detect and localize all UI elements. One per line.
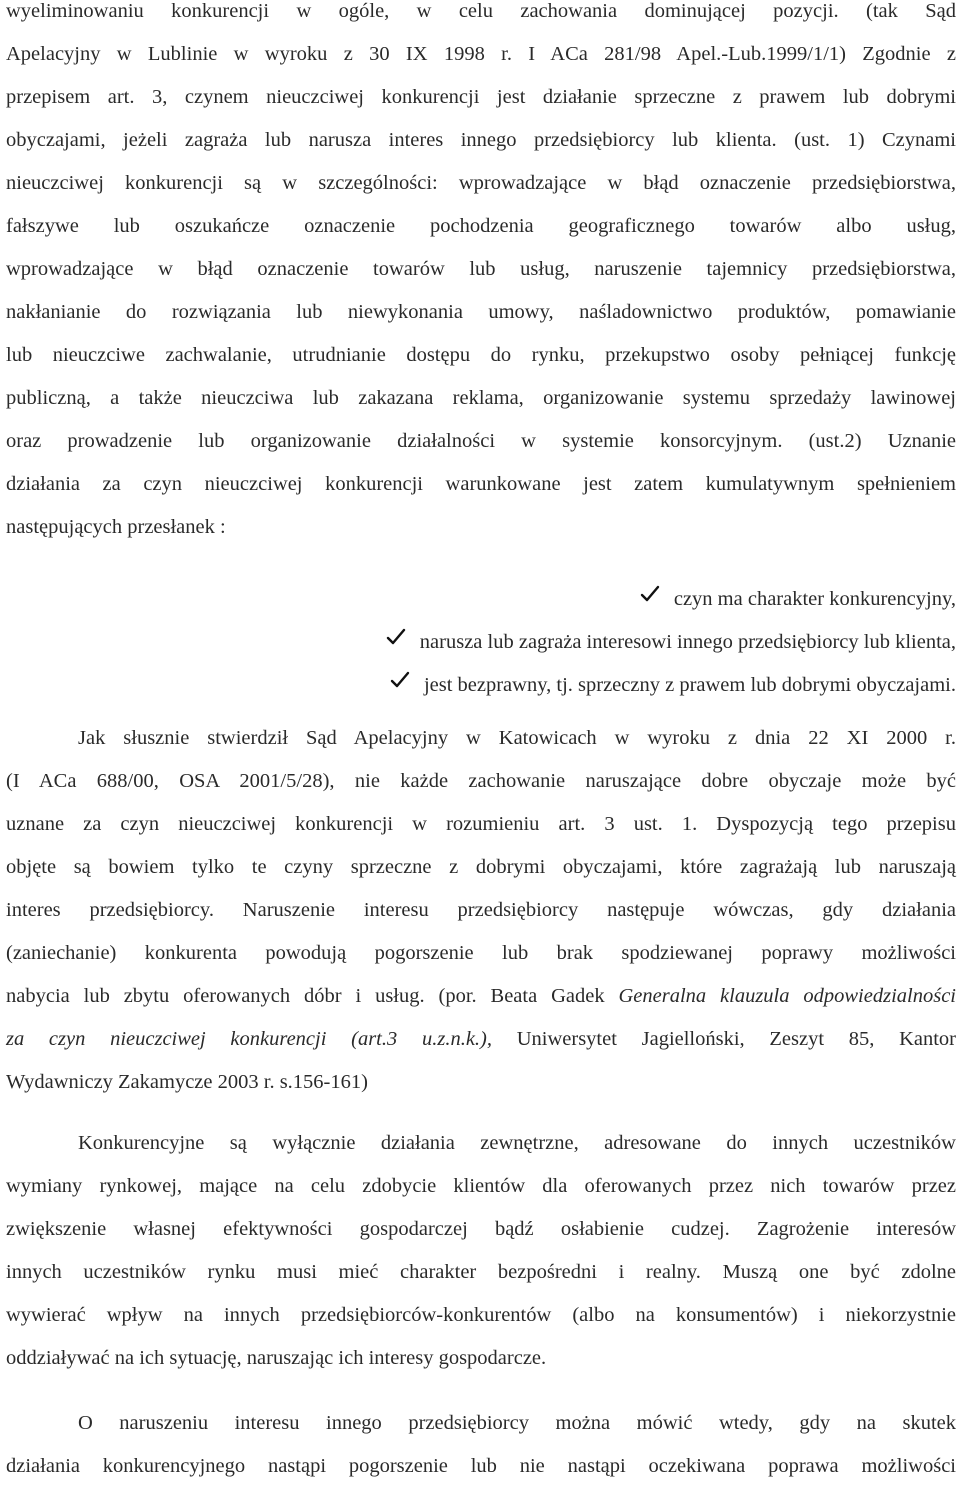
text-line: przepisem art. 3, czynem nieuczciwej konkurencji jest działanie sprzeczne z prawem lub dobrymi xyxy=(6,86,956,108)
text-line: wyeliminowaniu konkurencji w ogóle, w celu zachowania dominującej pozycji. (tak Sąd xyxy=(6,0,956,22)
text-line: następujących przesłanek : xyxy=(6,516,226,538)
paragraph-1 xyxy=(6,0,956,549)
text-line: lub nieuczciwe zachwalanie, utrudnianie dostępu do rynku, przekupstwo osoby pełniącej funkcję xyxy=(6,344,956,366)
text-line: Apelacyjny w Lublinie w wyroku z 30 IX 1998 r. I ACa 281/98 Apel.-Lub.1999/1/1) Zgodnie z xyxy=(6,43,956,65)
checklist-item-text: narusza lub zagraża interesowi innego przedsiębiorcy lub klienta, xyxy=(419,631,956,653)
text-run: nabycia lub zbytu oferowanych dóbr i usług. (por. Beata Gadek xyxy=(6,985,619,1007)
text-line: innych uczestników rynku musi mieć charakter bezpośredni i realny. Muszą one być zdolne xyxy=(6,1261,956,1283)
text-line: oddziaływać na ich sytuację, naruszając ich interesy gospodarcze. xyxy=(6,1347,547,1369)
document-page xyxy=(6,0,956,1488)
paragraph-4 xyxy=(6,1402,956,1488)
text-line: nieuczciwej konkurencji są w szczególności: wprowadzające w błąd oznaczenie przedsiębiorstwa, xyxy=(6,172,956,194)
text-line: nakłanianie do rozwiązania lub niewykonania umowy, naśladownictwo produktów, pomawianie xyxy=(6,301,956,323)
text-line: działania za czyn nieuczciwej konkurencji warunkowane jest zatem kumulatywnym spełnieniem xyxy=(6,473,956,495)
checklist-item xyxy=(6,621,956,664)
checkmark-icon xyxy=(386,627,406,647)
checklist-item xyxy=(6,578,956,621)
text-line: (zaniechanie) konkurenta powodują pogorszenie lub brak spodziewanej poprawy możliwości xyxy=(6,942,956,964)
text-line: Jak słusznie stwierdził Sąd Apelacyjny w Katowicach w wyroku z dnia 22 XI 2000 r. xyxy=(78,727,956,749)
text-line: Wydawniczy Zakamycze 2003 r. s.156-161) xyxy=(6,1071,368,1093)
checklist xyxy=(6,578,956,707)
text-line: publiczną, a także nieuczciwa lub zakazana reklama, organizowanie systemu sprzedaży lawinowej xyxy=(6,387,956,409)
text-line: Konkurencyjne są wyłącznie działania zewnętrzne, adresowane do innych uczestników xyxy=(78,1132,956,1154)
text-line: O naruszeniu interesu innego przedsiębiorcy można mówić wtedy, gdy na skutek xyxy=(78,1412,956,1434)
text-line: wywierać wpływ na innych przedsiębiorców-konkurentów (albo na konsumentów) i niekorzystnie xyxy=(6,1304,956,1326)
citation-title: za czyn nieuczciwej konkurencji (art.3 u.z.n.k.), xyxy=(6,1028,492,1050)
text-line: wymiany rynkowej, mające na celu zdobycie klientów dla oferowanych przez nich towarów przez xyxy=(6,1175,956,1197)
text-line: (I ACa 688/00, OSA 2001/5/28), nie każde zachowanie naruszające dobre obyczaje może być xyxy=(6,770,956,792)
checklist-item xyxy=(6,664,956,707)
text-run: Uniwersytet Jagielloński, Zeszyt 85, Kantor xyxy=(492,1028,956,1050)
checklist-item-text: jest bezprawny, tj. sprzeczny z prawem lub dobrymi obyczajami. xyxy=(423,674,956,696)
text-line: fałszywe lub oszukańcze oznaczenie pochodzenia geograficznego towarów albo usług, xyxy=(6,215,956,237)
checklist-item-text: czyn ma charakter konkurencyjny, xyxy=(673,588,956,610)
text-line: wprowadzające w błąd oznaczenie towarów lub usług, naruszenie tajemnicy przedsiębiorstwa, xyxy=(6,258,956,280)
citation-title: Generalna klauzula odpowiedzialności xyxy=(618,985,956,1007)
text-line: oraz prowadzenie lub organizowanie działalności w systemie konsorcyjnym. (ust.2) Uznanie xyxy=(6,430,956,452)
paragraph-3 xyxy=(6,1122,956,1380)
text-line: zwiększenie własnej efektywności gospodarczej bądź osłabienie cudzej. Zagrożenie interesów xyxy=(6,1218,956,1240)
text-line: uznane za czyn nieuczciwej konkurencji w rozumieniu art. 3 ust. 1. Dyspozycją tego przepisu xyxy=(6,813,956,835)
text-line: obyczajami, jeżeli zagraża lub narusza interes innego przedsiębiorcy lub klienta. (ust. 1) Czynami xyxy=(6,129,956,151)
text-line xyxy=(6,975,956,1018)
text-line: działania konkurencyjnego nastąpi pogorszenie lub nie nastąpi oczekiwana poprawa możliwości xyxy=(6,1455,956,1477)
checkmark-icon xyxy=(640,584,660,604)
checkmark-icon xyxy=(390,670,410,690)
text-line xyxy=(6,1018,956,1061)
text-line: interes przedsiębiorcy. Naruszenie interesu przedsiębiorcy następuje wówczas, gdy działania xyxy=(6,899,956,921)
paragraph-2 xyxy=(6,717,956,1104)
text-line: objęte są bowiem tylko te czyny sprzeczne z dobrymi obyczajami, które zagrażają lub naruszają xyxy=(6,856,956,878)
